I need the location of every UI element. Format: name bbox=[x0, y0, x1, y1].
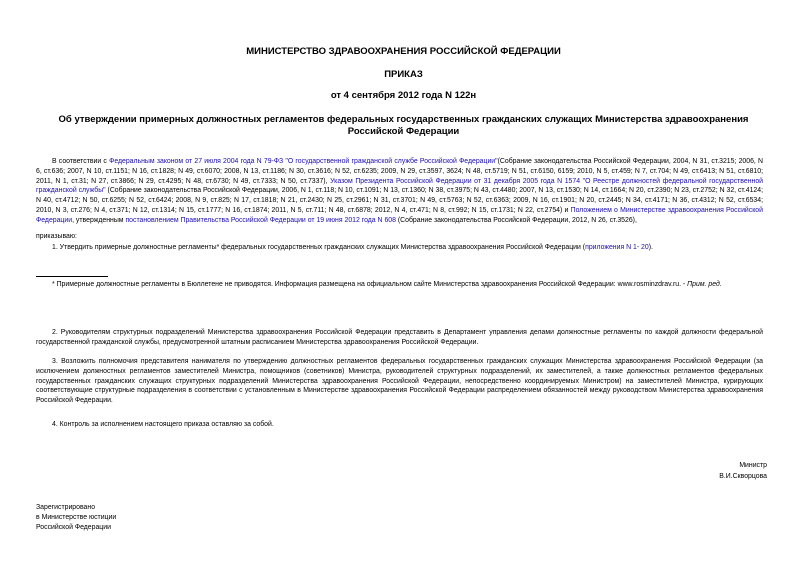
footnote-divider bbox=[36, 276, 108, 277]
president-decree-link[interactable]: Указом Президента Российской Федерации от 31 декабря 2005 года N 1574 "О Реестре должностей федеральной государственной гражданской службы" bbox=[36, 177, 764, 195]
date-number-heading: от 4 сентября 2012 года N 122н bbox=[330, 90, 477, 101]
footnote-marker: * bbox=[216, 244, 220, 251]
order-word: приказываю: bbox=[36, 233, 77, 240]
footnote-marker-ref: * bbox=[52, 281, 55, 288]
subject-heading: Об утверждении примерных должностных регламентов федеральных государственных гражданских служащих Министерства здравоохранения Российской Федерации bbox=[58, 114, 749, 137]
order-item-3: 3. Возложить полномочия представителя нанимателя по утверждению должностных регламентов федеральных государственных гражданских служащих Министерства здравоохранения Российской Федерации (за исключением должностных регламентов заместителей Министра, помощников (советников) Министра, руководителей структурных подразделений, их заместителей, а также должностных регламентов федеральных государственных гражданских служащих структурных подразделений Министерства здравоохранения Российской Федерации, непосредственно координируемых Министром) на заместителей Министра, курирующих соответствующие структурные подразделения в соответствии с установленным в Министерстве здравоохранения Российской Федерации распределением обязанностей между руководством Министерства здравоохранения Российской Федерации. bbox=[36, 358, 763, 405]
ministry-regulation-link[interactable]: Положением о Министерстве здравоохранения Российской Федерации bbox=[36, 206, 763, 224]
order-item-1 bbox=[52, 243, 653, 252]
ministry-heading: МИНИСТЕРСТВО ЗДРАВООХРАНЕНИЯ РОССИЙСКОЙ ФЕДЕРАЦИИ bbox=[246, 46, 561, 57]
preamble-text-5: (Собрание законодательства Российской Федерации, 2012, N 26, ст.3526), bbox=[395, 216, 637, 224]
order-item-4: 4. Контроль за исполнением настоящего приказа оставляю за собой. bbox=[52, 421, 274, 428]
order-item-2: 2. Руководителям структурных подразделений Министерства здравоохранения Российской Федерации представить в Департамент управления делами должностные регламенты по каждой должности федеральной государственной гражданской службы, предусмотренной штатным расписанием Министерства здравоохранения Российской Федерации. bbox=[36, 329, 763, 346]
preamble-paragraph bbox=[36, 157, 763, 226]
doc-type-heading: ПРИКАЗ bbox=[384, 69, 423, 80]
signature-title: Министр bbox=[739, 462, 767, 469]
preamble-text-4: , утвержденным bbox=[72, 216, 126, 224]
item1-text-1: 1. Утвердить примерные должностные регламенты bbox=[52, 244, 217, 251]
preamble-text-1: В соответствии с bbox=[52, 158, 110, 165]
preamble-text-2: (Собрание законодательства Российской Федерации, 2004, N 31, ст.3215; 2006, N 6, ст.636; 2007, N 10, ст.1151; N 16, ст.1828; N 49, ст.6070; 2008, N 13, ст.1186; N 30, ст.3616; N 52, ст.6235; 2009, N 29, ст.3597, 3624; N 48, ст.5719; N 51, ст.6150, 6159; 2010, N 5, ст.459; N 7, ст.704; N 49, ст.6413; N 51, ст.6810; 2011, N 1, ст.31; N 27, ст.3866; N 29, ст.4295; N 48, ст.6730; N 49, ст.7333; N 50, ст.7337), bbox=[36, 158, 763, 185]
appendices-link[interactable]: приложения N 1- 20 bbox=[585, 244, 649, 251]
government-resolution-link[interactable]: постановлением Правительства Российской Федерации от 19 июня 2012 года N 608 bbox=[125, 216, 396, 224]
item1-text-3: ). bbox=[648, 244, 653, 251]
signature-name: В.И.Скворцова bbox=[719, 473, 767, 480]
item1-text-2: федеральных государственных гражданских служащих Министерства здравоохранения Российской Федерации ( bbox=[219, 244, 586, 251]
preamble-text-3: (Собрание законодательства Российской Федерации, 2006, N 1, ст.118; N 10, ст.1091; N 13, ст.1360; N 38, ст.3975; N 43, ст.4480; 2007, N 13, ст.1530; N 14, ст.1664; N 20, ст.2390; N 23, ст.2752; N 32, ст.4124; N 40, ст.4712; N 50, ст.6255; N 52, ст.6424; 2008, N 9, ст.825; N 17, ст.1818; N 21, ст.2430; N 25, ст.2961; N 31, ст.3701; N 49, ст.5763; N 52, ст.6363; 2009, N 16, ст.1901; N 20, ст.2445; N 34, ст.4171; N 36, ст.4312; N 52, ст.6534; 2010, N 3, ст.276; N 4, ст.371; N 12, ст.1314; N 15, ст.1777; N 16, ст.1874; 2011, N 5, ст.711; N 48, ст.6878; 2012, N 4, ст.471; N 8, ст.992; N 15, ст.1731; N 22, ст.2754) и bbox=[36, 187, 763, 214]
registration-line-1: Зарегистрировано bbox=[36, 504, 96, 511]
footnote bbox=[52, 280, 722, 289]
federal-law-link[interactable]: Федеральным законом от 27 июля 2004 года N 79-ФЗ "О государственной гражданской службе Российской Федерации" bbox=[109, 158, 498, 165]
footnote-editor-note: Прим. ред. bbox=[687, 281, 722, 288]
footnote-text: Примерные должностные регламенты в Бюллетене не приводятся. Информация размещена на официальном сайте Министерства здравоохранения Российской Федерации: www.rosminzdrav.ru. - bbox=[54, 281, 688, 288]
registration-line-2: в Министерстве юстиции bbox=[36, 514, 117, 521]
registration-line-3: Российской Федерации bbox=[36, 524, 111, 531]
